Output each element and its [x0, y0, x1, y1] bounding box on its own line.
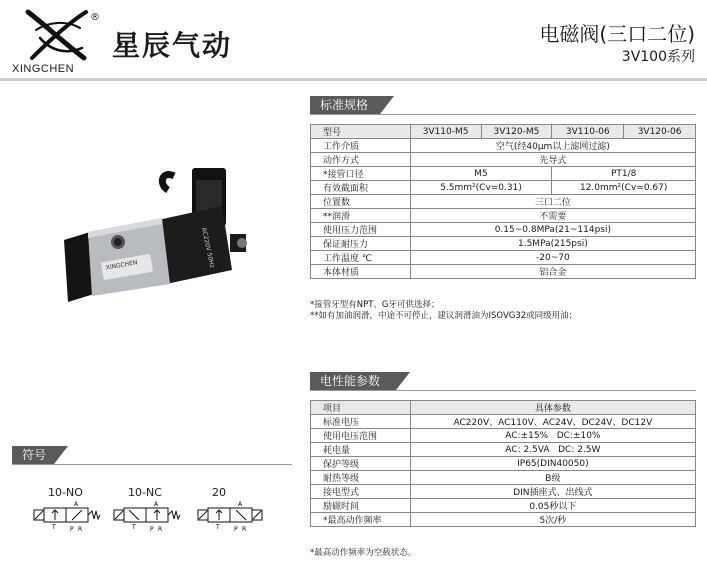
row-label: 有效截面积 — [311, 181, 411, 195]
electrical-header-item: 项目 — [311, 401, 411, 415]
row-value: 先导式 — [410, 153, 695, 167]
row-label: 励磁时间 — [311, 499, 411, 513]
row-label: **润滑 — [311, 209, 411, 223]
electrical-table — [310, 400, 696, 527]
spec-header-label: 型号 — [311, 125, 411, 139]
row-value: 1.5MPa(215psi) — [410, 237, 695, 251]
table-row — [311, 209, 696, 223]
table-row — [311, 401, 696, 415]
spec-section-rule — [310, 114, 696, 115]
model-3v110-m5: 3V110-M5 — [410, 125, 481, 139]
row-value: -20~70 — [410, 251, 695, 265]
model-3v110-06: 3V110-06 — [552, 125, 624, 139]
xingchen-logo-icon — [22, 8, 94, 62]
model-3v120-06: 3V120-06 — [624, 125, 696, 139]
spec-note-2: **如有加油润滑，中途不可停止，建议润滑油为ISOVG32或同级用油； — [310, 311, 578, 321]
brand-name-cn: 星辰气动 — [112, 29, 233, 62]
row-value: M5 — [410, 167, 552, 181]
symbol-section-title: 符号 — [22, 448, 47, 462]
table-row — [311, 195, 696, 209]
symbol-label-20: 20 — [212, 486, 226, 499]
table-row — [311, 139, 696, 153]
row-value: 12.0mm²(Cv=0.67) — [552, 181, 696, 195]
row-value: AC220V、AC110V、AC24V、DC24V、DC12V — [410, 415, 695, 429]
row-value: B级 — [410, 471, 695, 485]
table-row — [311, 181, 696, 195]
table-row — [311, 499, 696, 513]
row-label: 动作方式 — [311, 153, 411, 167]
symbol-section-tab — [12, 446, 54, 464]
body-label: XINGCHEN — [105, 259, 139, 272]
table-row — [311, 457, 696, 471]
electrical-section-title: 电性能参数 — [320, 374, 381, 388]
row-label: 保证耐压力 — [311, 237, 411, 251]
row-value: 三口二位 — [410, 195, 695, 209]
symbol-label-10-nc: 10-NC — [128, 486, 162, 499]
row-label: 保护等级 — [311, 457, 411, 471]
row-label: 工作温度 ℃ — [311, 251, 411, 265]
port-r-label: R — [158, 526, 163, 533]
electrical-section-rule — [310, 390, 696, 391]
row-label: 使用电压范围 — [311, 429, 411, 443]
header-divider — [0, 78, 707, 81]
coil-label: AC220V 50Hz — [200, 226, 216, 269]
port-t-label: T — [132, 524, 136, 531]
row-label: 接电型式 — [311, 485, 411, 499]
table-row — [311, 443, 696, 457]
spec-section-title: 标准规格 — [320, 98, 369, 112]
table-row — [311, 153, 696, 167]
spec-table — [310, 124, 696, 279]
row-value: DIN插座式、出线式 — [410, 485, 695, 499]
row-value: AC: 2.5VA DC: 2.5W — [410, 443, 695, 457]
port-p-label: P — [234, 526, 238, 533]
table-row — [311, 223, 696, 237]
table-row — [311, 265, 696, 279]
row-value: 0.05秒以下 — [410, 499, 695, 513]
row-value: 不需要 — [410, 209, 695, 223]
row-label: 耗电量 — [311, 443, 411, 457]
symbol-section-rule — [12, 464, 292, 465]
row-label: *最高动作频率 — [311, 513, 411, 527]
row-label: *接管口径 — [311, 167, 411, 181]
symbol-label-10-no: 10-NO — [48, 486, 83, 499]
table-row — [311, 485, 696, 499]
table-row — [311, 471, 696, 485]
row-value: 5.5mm²(Cv=0.31) — [410, 181, 552, 195]
port-p-label: P — [70, 526, 74, 533]
symbol-10-nc-icon — [112, 500, 184, 536]
row-label: 标准电压 — [311, 415, 411, 429]
row-value: IP65(DIN40050) — [410, 457, 695, 471]
registered-mark: ® — [90, 12, 100, 23]
port-p-label: P — [150, 526, 154, 533]
row-value: 0.15~0.8MPa(21~114psi) — [410, 223, 695, 237]
electrical-header-param: 具体参数 — [410, 401, 695, 415]
port-t-label: T — [52, 524, 56, 531]
row-label: 位置数 — [311, 195, 411, 209]
spec-note-1: *接管牙型有NPT、G牙可供选择； — [310, 300, 440, 310]
row-value: 铝合金 — [410, 265, 695, 279]
spec-notes — [310, 300, 577, 322]
row-label: 使用压力范围 — [311, 223, 411, 237]
symbol-10-no-icon — [32, 500, 104, 536]
row-value: 空气(经40μm以上滤网过滤) — [410, 139, 695, 153]
row-value: PT1/8 — [552, 167, 696, 181]
symbol-20-icon — [196, 500, 272, 536]
table-row — [311, 237, 696, 251]
electrical-note: *最高动作频率为空载状态。 — [310, 548, 417, 558]
port-r-label: R — [242, 526, 247, 533]
model-3v120-m5: 3V120-M5 — [481, 125, 552, 139]
port-a-label: A — [154, 501, 159, 508]
table-row — [311, 429, 696, 443]
table-row — [311, 251, 696, 265]
valve-product-image — [62, 162, 272, 312]
brand-logo — [12, 8, 112, 76]
table-row — [311, 125, 696, 139]
port-t-label: T — [216, 524, 220, 531]
product-series: 3V100系列 — [621, 49, 695, 65]
spec-section-tab — [310, 96, 380, 114]
table-row — [311, 513, 696, 527]
row-label: 本体材质 — [311, 265, 411, 279]
electrical-section-tab — [310, 372, 396, 390]
row-value: AC:±15% DC:±10% — [410, 429, 695, 443]
port-r-label: R — [78, 526, 83, 533]
table-row — [311, 415, 696, 429]
brand-name-en: XINGCHEN — [12, 63, 75, 75]
row-label: 工作介质 — [311, 139, 411, 153]
port-a-label: A — [238, 501, 243, 508]
row-value: 5次/秒 — [410, 513, 695, 527]
port-a-label: A — [74, 501, 79, 508]
table-row — [311, 167, 696, 181]
row-label: 耐热等级 — [311, 471, 411, 485]
product-title: 电磁阀(三口二位) — [539, 22, 695, 46]
